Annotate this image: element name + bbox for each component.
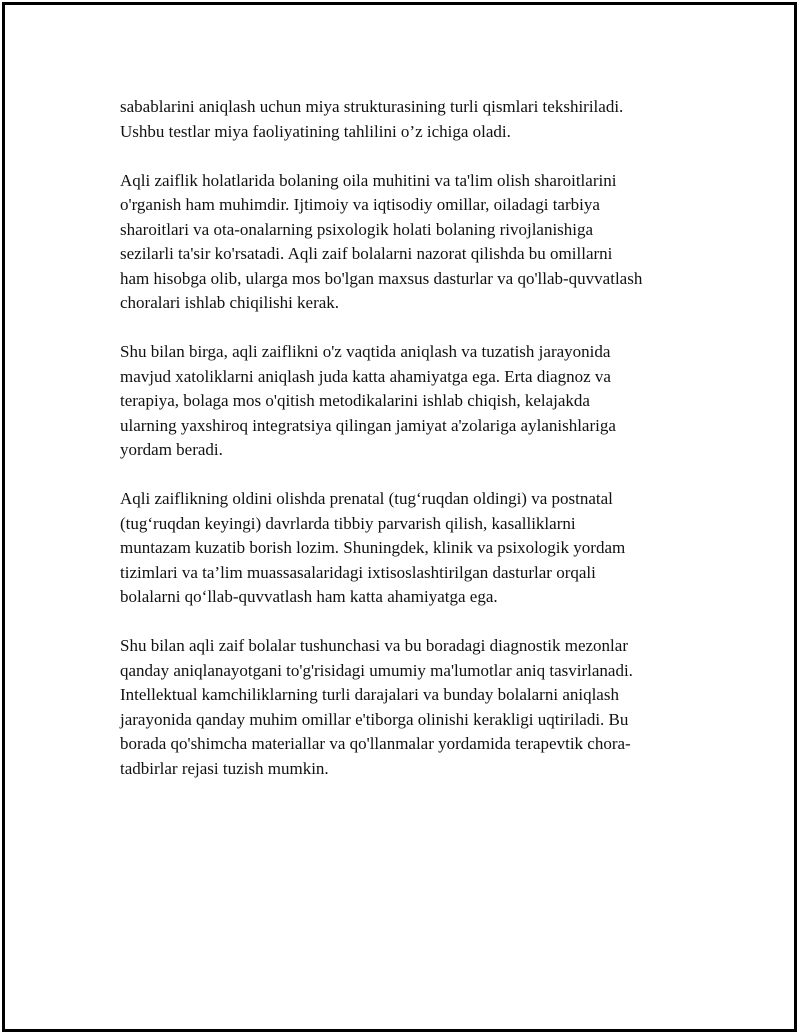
paragraph-1	[120, 95, 680, 144]
text-line: borada qo'shimcha materiallar va qo'llanmalar yordamida terapevtik chora-	[120, 734, 631, 753]
text-line: muntazam kuzatib borish lozim. Shuningdek, klinik va psixologik yordam	[120, 538, 626, 557]
text-line: tadbirlar rejasi tuzish mumkin.	[120, 758, 329, 778]
text-line: Ushbu testlar miya faoliyatining tahlilini o’z ichiga oladi.	[120, 121, 511, 141]
text-line: choralari ishlab chiqilishi kerak.	[120, 293, 340, 312]
text-line: ham hisobga olib, ularga mos bo'lgan maxsus dasturlar va qo'llab-quvvatlash	[120, 268, 643, 288]
text-line: Aqli zaiflik holatlarida bolaning oila muhitini va ta'lim olish sharoitlarini	[120, 170, 617, 190]
text-line: tizimlari va ta’lim muassasalaridagi ixtisoslashtirilgan dasturlar orqali	[120, 562, 596, 582]
text-line: Aqli zaiflikning oldini olishda prenatal (tug‘ruqdan oldingi) va postnatal	[120, 489, 613, 508]
paragraph-3	[120, 340, 680, 463]
text-line: o'rganish ham muhimdir. Ijtimoiy va iqtisodiy omillar, oiladagi tarbiya	[120, 195, 600, 214]
paragraph-5	[120, 634, 680, 781]
text-line: Shu bilan birga, aqli zaiflikni o'z vaqtida aniqlash va tuzatish jarayonida	[120, 342, 611, 361]
text-line: qanday aniqlanayotgani to'g'risidagi umumiy ma'lumotlar aniq tasvirlanadi.	[120, 660, 633, 680]
paragraph-4	[120, 487, 680, 610]
text-line: bolalarni qo‘llab-quvvatlash ham katta ahamiyatga ega.	[120, 587, 498, 606]
text-line: mavjud xatoliklarni aniqlash juda katta ahamiyatga ega. Erta diagnoz va	[120, 366, 611, 386]
text-line: sezilarli ta'sir ko'rsatadi. Aqli zaif bolalarni nazorat qilishda bu omillarni	[120, 244, 613, 263]
text-line: jarayonida qanday muhim omillar e'tiborga olinishi kerakligi uqtiriladi. Bu	[120, 709, 629, 729]
text-line: ularning yaxshiroq integratsiya qilingan jamiyat a'zolariga aylanishlariga	[120, 415, 616, 435]
text-line: sabablarini aniqlash uchun miya strukturasining turli qismlari tekshiriladi.	[120, 97, 624, 116]
document-body	[120, 95, 680, 806]
text-line: Intellektual kamchiliklarning turli darajalari va bunday bolalarni aniqlash	[120, 685, 619, 704]
text-line: sharoitlari va ota-onalarning psixologik holati bolaning rivojlanishiga	[120, 219, 594, 239]
text-line: (tug‘ruqdan keyingi) davrlarda tibbiy parvarish qilish, kasalliklarni	[120, 513, 576, 533]
text-line: Shu bilan aqli zaif bolalar tushunchasi va bu boradagi diagnostik mezonlar	[120, 636, 628, 655]
page-frame	[2, 2, 797, 1032]
text-line: terapiya, bolaga mos o'qitish metodikalarini ishlab chiqish, kelajakda	[120, 391, 590, 410]
paragraph-2	[120, 169, 680, 316]
text-line: yordam beradi.	[120, 440, 223, 459]
